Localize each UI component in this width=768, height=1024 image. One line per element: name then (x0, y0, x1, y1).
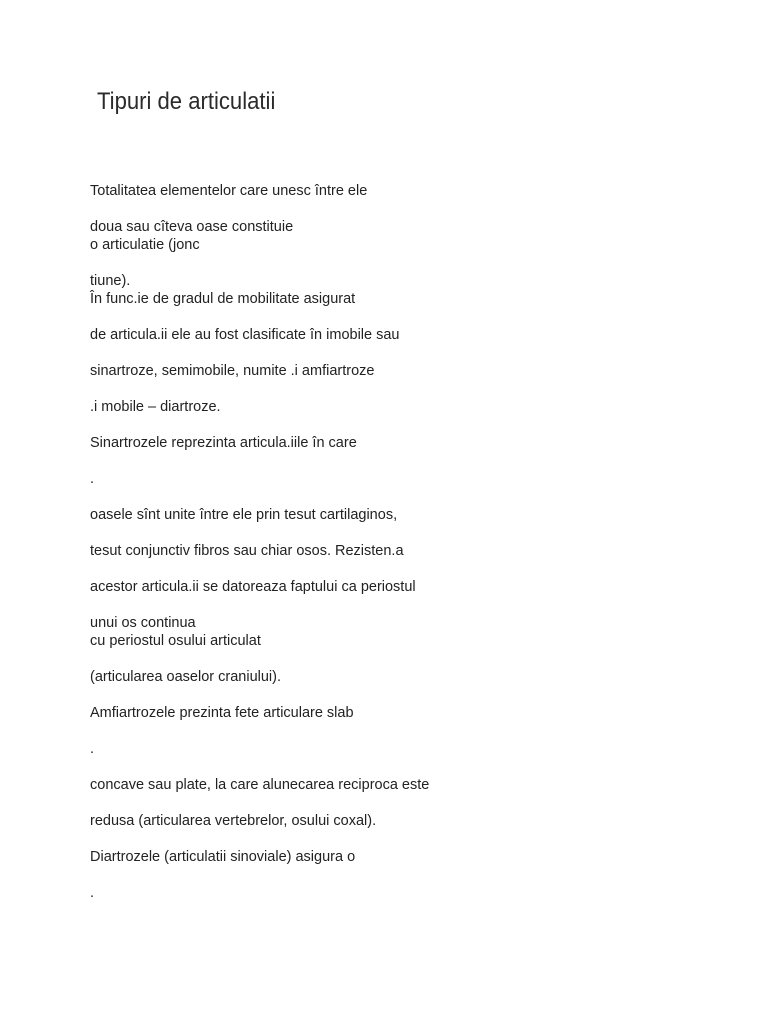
text-line: . (90, 471, 95, 487)
text-line: o articulatie (jonc (90, 237, 200, 253)
page-title: Tipuri de articulatii (97, 88, 276, 115)
text-line: . (90, 885, 95, 901)
text-line: redusa (articularea vertebrelor, osului coxal). (90, 813, 377, 829)
text-line: tesut conjunctiv fibros sau chiar osos. Rezisten.a (90, 543, 404, 559)
text-line: În func.ie de gradul de mobilitate asigurat (90, 291, 356, 307)
text-line: de articula.ii ele au fost clasificate în imobile sau (90, 327, 400, 343)
text-line: Sinartrozele reprezinta articula.iile în care (90, 435, 357, 451)
text-line: oasele sînt unite între ele prin tesut cartilaginos, (90, 507, 398, 523)
text-line: unui os continua (90, 615, 196, 631)
text-line: (articularea oaselor craniului). (90, 669, 281, 685)
text-line: sinartroze, semimobile, numite .i amfiartroze (90, 363, 375, 379)
text-line: cu periostul osului articulat (90, 633, 261, 649)
text-line: . (90, 741, 95, 757)
text-line: Amfiartrozele prezinta fete articulare slab (90, 705, 354, 721)
text-line: Diartrozele (articulatii sinoviale) asigura o (90, 849, 356, 865)
text-line: tiune). (90, 273, 131, 289)
text-line: doua sau cîteva oase constituie (90, 219, 294, 235)
text-line: acestor articula.ii se datoreaza faptului ca periostul (90, 579, 416, 595)
text-line: Totalitatea elementelor care unesc între ele (90, 183, 368, 199)
text-line: concave sau plate, la care alunecarea reciproca este (90, 777, 430, 793)
text-line: .i mobile – diartroze. (90, 399, 221, 415)
